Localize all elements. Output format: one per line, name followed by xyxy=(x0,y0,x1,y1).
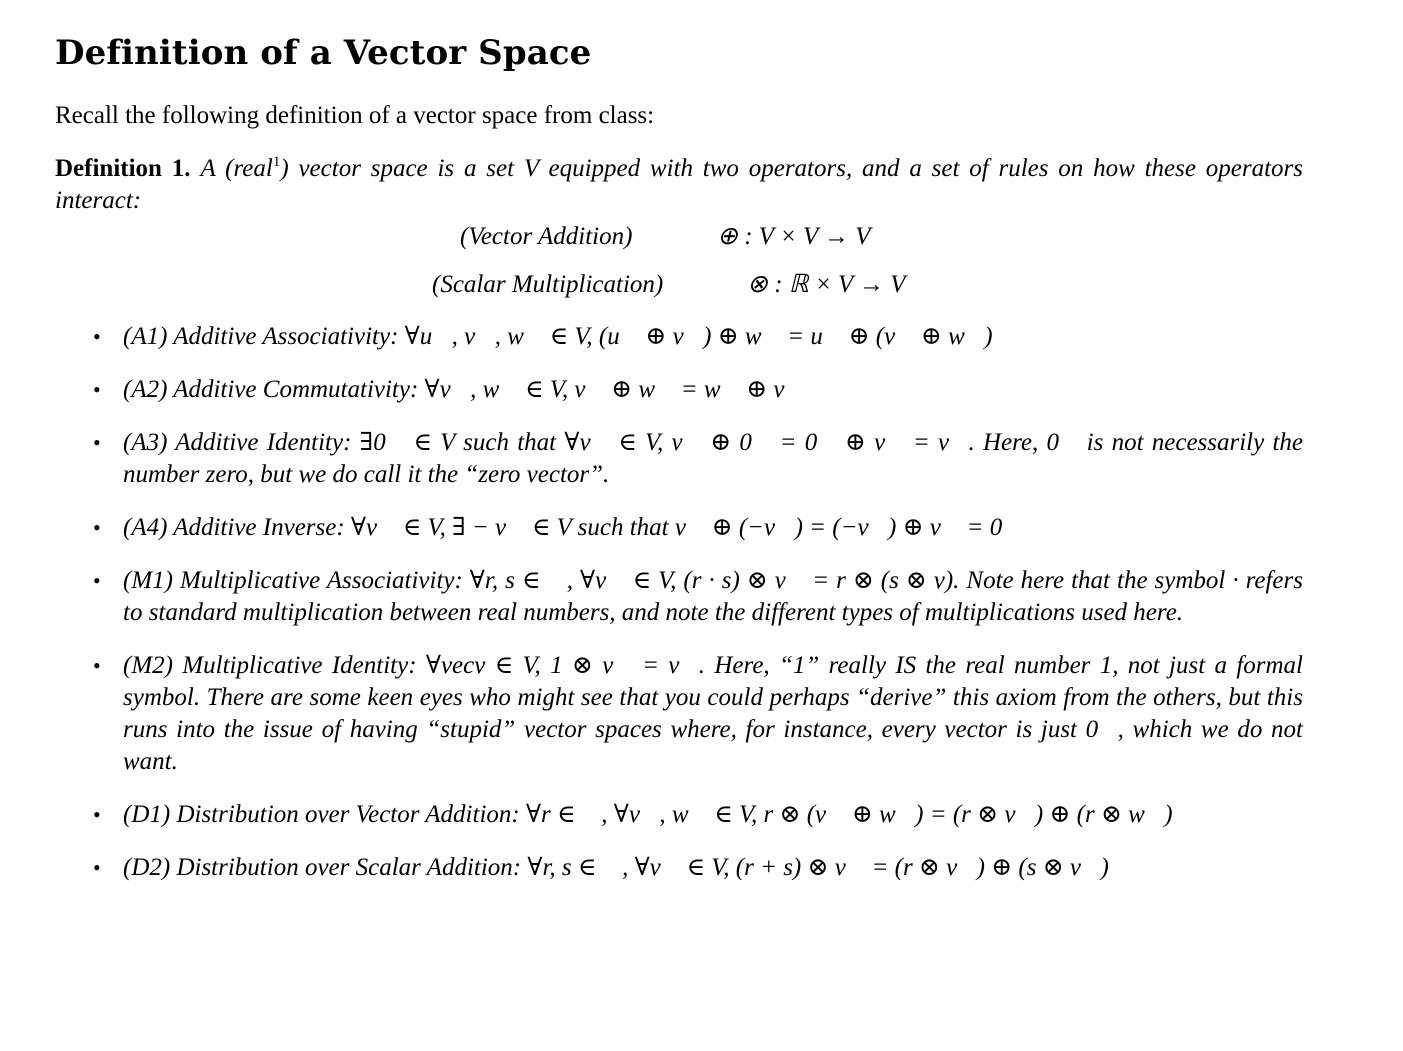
axiom-text: (M2) Multiplicative Identity: ∀vecv ∈ V, 1 ⊗ v⃗ = v⃗. Here, “1” really IS the real number 1, not just a formal symbol. There are some keen eyes who might see that you could perhaps “derive” this axiom from the others, but this runs into the issue of having “stupid” vector spaces where, for instance, every vector is just 0⃗, which we do not want. xyxy=(123,652,1303,775)
axiom-m2 xyxy=(55,650,1303,778)
footnote-mark[interactable]: 1 xyxy=(272,154,281,170)
axiom-text: (D2) Distribution over Scalar Addition: ∀r, s ∈ ℝ, ∀v⃗ ∈ V, (r + s) ⊗ v⃗ = (r ⊗ v⃗) ⊕ (s ⊗ v⃗) xyxy=(123,854,1109,881)
bullet-marker: • xyxy=(93,324,101,349)
axiom-text: (A3) Additive Identity: ∃0⃗ ∈ V such that ∀v⃗ ∈ V, v⃗ ⊕ 0⃗ = 0⃗ ⊕ v⃗ = v⃗. Here, 0⃗ is not necessarily the number zero, but we do call it the “zero vector”. xyxy=(123,429,1303,488)
axiom-a2 xyxy=(55,374,1303,406)
axiom-text: (A1) Additive Associativity: ∀u⃗, v⃗, w⃗ ∈ V, (u⃗ ⊕ v⃗) ⊕ w⃗ = u⃗ ⊕ (v⃗ ⊕ w⃗) xyxy=(123,323,993,350)
document-page xyxy=(55,28,1303,905)
bullet-marker: • xyxy=(93,430,101,455)
operator-name: (Scalar Multiplication) xyxy=(432,271,664,298)
operator-row-vector-addition xyxy=(55,217,1303,265)
axiom-list xyxy=(55,321,1303,884)
definition-text-start: A (real xyxy=(200,155,273,182)
axiom-text: (M1) Multiplicative Associativity: ∀r, s ∈ ℝ, ∀v⃗ ∈ V, (r · s) ⊗ v⃗ = r ⊗ (s ⊗ v). Note here that the symbol · refers to standard multiplication between real numbers, and note the different types of multiplications used here. xyxy=(123,567,1303,626)
bullet-marker: • xyxy=(93,568,101,593)
definition-text-end: ) vector space is a set V equipped with two operators, and a set of rules on how these operators interact: xyxy=(55,155,1303,214)
bullet-marker: • xyxy=(93,802,101,827)
axiom-text: (A4) Additive Inverse: ∀v⃗ ∈ V, ∃ − v⃗ ∈ V such that v⃗ ⊕ (−v⃗) = (−v⃗) ⊕ v⃗ = 0⃗ xyxy=(123,514,1022,541)
operator-block xyxy=(55,217,1303,313)
axiom-d2 xyxy=(55,852,1303,884)
definition-paragraph xyxy=(55,153,1303,217)
operator-row-scalar-multiplication xyxy=(55,265,1303,313)
axiom-a4 xyxy=(55,512,1303,544)
bullet-marker: • xyxy=(93,855,101,880)
definition-label: Definition 1. xyxy=(55,155,191,182)
intro-paragraph: Recall the following definition of a vector space from class: xyxy=(55,102,655,129)
bullet-marker: • xyxy=(93,377,101,402)
operator-formula: ⊕ : V × V → V xyxy=(717,223,871,250)
axiom-m1 xyxy=(55,565,1303,629)
axiom-d1 xyxy=(55,799,1303,831)
bullet-marker: • xyxy=(93,515,101,540)
operator-formula: ⊗ : ℝ × V → V xyxy=(747,271,906,298)
axiom-a1 xyxy=(55,321,1303,353)
axiom-text: (A2) Additive Commutativity: ∀v⃗, w⃗ ∈ V, v⃗ ⊕ w⃗ = w⃗ ⊕ v⃗ xyxy=(123,376,804,403)
operator-name: (Vector Addition) xyxy=(460,223,633,250)
axiom-a3 xyxy=(55,427,1303,491)
page-title: Definition of a Vector Space xyxy=(55,33,592,73)
bullet-marker: • xyxy=(93,653,101,678)
axiom-text: (D1) Distribution over Vector Addition: ∀r ∈ ℝ, ∀v⃗, w⃗ ∈ V, r ⊗ (v⃗ ⊕ w⃗) = (r ⊗ v⃗) ⊕ (r ⊗ w⃗) xyxy=(123,801,1173,828)
